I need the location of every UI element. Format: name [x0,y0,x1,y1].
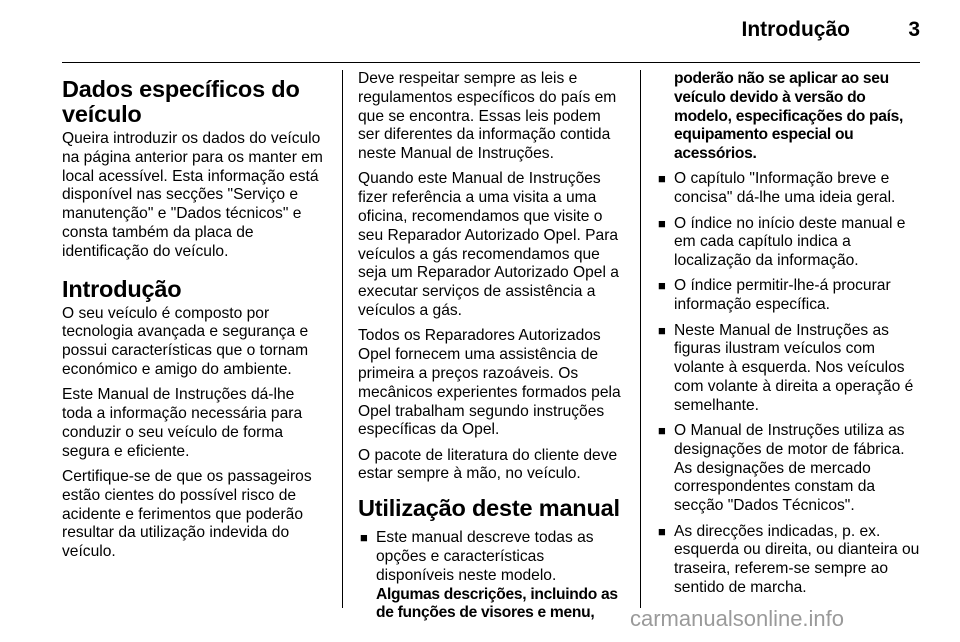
square-bullet-icon: ■ [658,278,666,294]
paragraph: Queira introduzir os dados do veículo na página anterior para os manter em local acessível. Esta informação está disponível nas secções "Serviço e manutenção" e "Dados técnicos" e consta também da placa de identificação do veículo. [62,130,323,260]
chapter-title: Introdução [741,18,850,41]
column-1 [62,70,328,568]
list-item-text: Neste Manual de Instruções as figuras ilustram veículos com volante à esquerda. Nos veículos com volante à direita a operação é semelhante. [674,321,914,414]
list-item-text: Este manual descreve todas as opções e características disponíveis neste modelo. [376,529,594,584]
column-divider-2 [640,70,641,608]
square-bullet-icon: ■ [658,171,666,187]
list-item-text: O capítulo "Informação breve e concisa" dá-lhe uma ideia geral. [674,170,896,207]
paragraph: Deve respeitar sempre as leis e regulamentos específicos do país em que se encontra. Essas leis podem ser diferentes da informação contida neste Manual de Instruções. [358,70,617,163]
list-item [358,529,626,623]
square-bullet-icon: ■ [658,523,666,539]
paragraph: Todos os Reparadores Autorizados Opel fornecem uma assistência de primeira a preços razoáveis. Os mecânicos experientes formados pela Opel trabalham segundo instruções específicas da Opel. [358,327,621,439]
list-item-text: O índice no início deste manual e em cada capítulo indica a localização da informação. [674,214,906,270]
list-item-text: As direcções indicadas, p. ex. esquerda ou direita, ou dianteira ou traseira, referem-se sempre ao sentido de marcha. [674,522,920,596]
bullet-list [358,529,626,623]
paragraph: Quando este Manual de Instruções fizer referência a uma visita a uma oficina, recomendamos que visite o seu Reparador Autorizado Opel. Para veículos a gás recomendamos que seja um Reparador Autorizado Opel a executar serviços de assistência a veículos a gás. [358,170,619,320]
paragraph: Certifique-se de que os passageiros estão cientes do possível risco de acidente e ferimentos que poderão resultar da utilização indevida do veículo. [62,467,312,561]
list-item [656,422,924,516]
square-bullet-icon: ■ [658,423,666,439]
column-2 [358,70,626,630]
page-number: 3 [908,18,920,41]
square-bullet-icon: ■ [360,530,368,546]
section-heading-using-manual: Utilização deste manual [358,495,620,522]
list-item [656,523,924,598]
paragraph: O seu veículo é composto por tecnologia avançada e segurança e possui características que o tornam económico e amigo do ambiente. [62,304,309,378]
column-3 [656,70,924,604]
list-item [656,277,924,315]
section-heading-vehicle-data: Dados específicos do veículo [62,76,300,127]
section-heading-introduction: Introdução [62,275,182,302]
square-bullet-icon: ■ [658,322,666,338]
paragraph: Este Manual de Instruções dá-lhe toda a informação necessária para conduzir o seu veículo de forma segura e eficiente. [62,386,303,460]
bullet-list [656,170,924,597]
bold-continuation: poderão não se aplicar ao seu veículo devido à versão do modelo, especificações do país, equipamento especial ou acessórios. [674,70,904,163]
watermark: carmanualsonline.info [630,606,845,631]
page-header [62,18,920,48]
paragraph: O pacote de literatura do cliente deve estar sempre à mão, no veículo. [358,446,618,483]
list-item-text: O índice permitir-lhe-á procurar informação específica. [674,277,891,314]
list-item [656,215,924,271]
list-item-bold-text: Algumas descrições, incluindo as de funções de visores e menu, [376,585,618,622]
list-item [656,322,924,416]
list-item-text: O Manual de Instruções utiliza as designações de motor de fábrica. As designações de mercado correspondentes constam da secção "Dados Técnicos". [674,422,905,515]
column-divider-1 [342,70,343,608]
square-bullet-icon: ■ [658,215,666,231]
header-rule [62,62,920,63]
list-item [656,170,924,208]
